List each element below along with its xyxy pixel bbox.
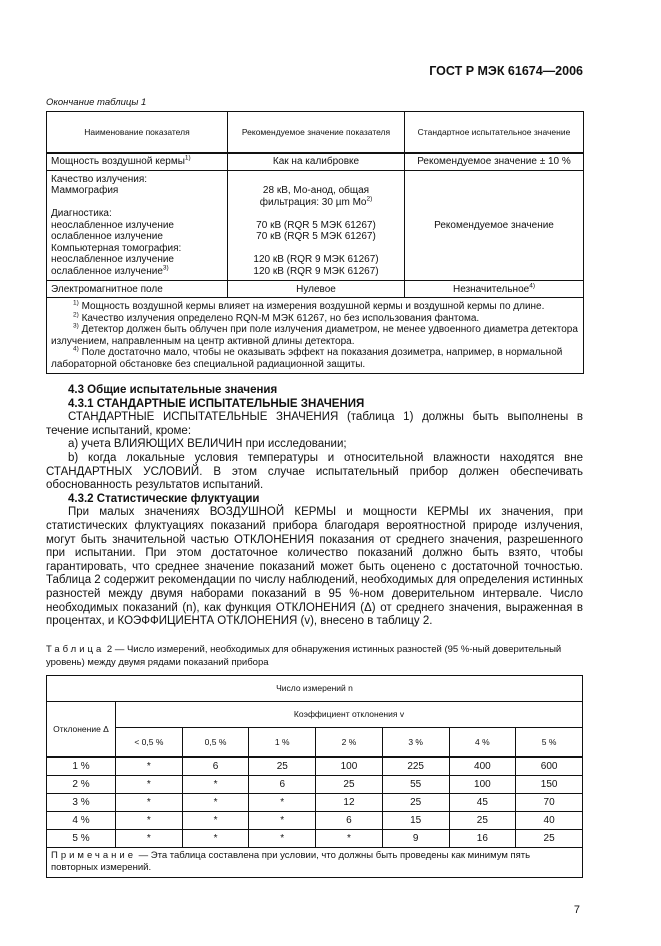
paragraph: При малых значениях ВОЗДУШНОЙ КЕРМЫ и мощности КЕРМЫ их значения, при статистических флуктуациях показаний прибора благодаря вероятностной природе излучения, могут быть значительной частью ОТКЛОНЕНИЯ показания от среднего значения, разрешенного при испытании. При этом достаточное количество показаний должно быть взято, чтобы гарантировать, что среднее значение показаний может быть оценено с достаточной точностью. Таблица 2 содержит рекомендации по числу наблюдений, необходимых для определения истинных разностей между двумя наборами показаний в 95 %-ном доверительном интервале. Число необходимых показаний (n), как функция ОТКЛОНЕНИЯ (Δ) от среднего значения, выраженная в процентах, и КОЭФФИЦИЕНТА ОТКЛОНЕНИЯ (v), внесено в таблицу 2. <box>46 506 583 628</box>
table-2-caption: Таблица 2 — Число измерений, необходимых для обнаружения истинных разностей (95 %-ный доверительный уровень) между двумя рядами показаний прибора <box>46 643 562 668</box>
footnote: $^{2)}$ Качество излучения определено RQN-M МЭК 61267, но без использования фантома. <box>73 311 480 324</box>
table-1 <box>46 111 584 374</box>
cell: 6 <box>316 811 383 829</box>
footnote: $^{4)}$ Поле достаточно мало, чтобы не оказывать эффект на показания дозиметра, например, в нормальной лабораторной обстановке без специальной радиационной защиты. <box>51 345 563 370</box>
header-cell: Стандартное испытательное значение <box>405 112 584 154</box>
note-row <box>47 847 583 877</box>
cell: * <box>249 811 316 829</box>
table-continuation-label: Окончание таблицы 1 <box>46 97 147 108</box>
table-header-row <box>47 675 583 701</box>
body-text <box>46 384 583 629</box>
table-row <box>47 829 583 847</box>
cell: 5 % <box>47 829 116 847</box>
header-cell: Отклонение Δ <box>47 701 116 757</box>
cell: Электромагнитное поле <box>47 281 228 298</box>
cell: * <box>116 757 183 776</box>
header-cell: < 0,5 % <box>116 727 183 757</box>
cell: 9 <box>382 829 449 847</box>
cell: * <box>182 811 249 829</box>
cell: 45 <box>449 793 516 811</box>
footnote: $^{1)}$ Мощность воздушной кермы влияет на измерения воздушной кермы и воздушной кермы по длине. <box>73 299 545 312</box>
cell: * <box>182 775 249 793</box>
cell: * <box>182 829 249 847</box>
header-cell: Рекомендуемое значение показателя <box>228 112 405 154</box>
table-header-row <box>47 701 583 727</box>
cell: Нулевое <box>228 281 405 298</box>
cell: 40 <box>516 811 583 829</box>
cell: Мощность воздушной кермы$^{1)}$ <box>47 153 228 170</box>
table-row <box>47 793 583 811</box>
cell: * <box>249 829 316 847</box>
table-row <box>47 775 583 793</box>
cell: 25 <box>316 775 383 793</box>
footnote: $^{3)}$ Детектор должен быть облучен при поле излучения диаметром, не менее удвоенного диаметра детектора излучением, направленным на центр активной длины детектора. <box>51 322 578 347</box>
cell: Качество излучения: Маммография Диагностика: неослабленное излучение ослабленное излучение Компьютерная томография: неослабленное излучение ослабленное излучение$^{3)}$ <box>47 170 228 281</box>
header-cell: 4 % <box>449 727 516 757</box>
cell: * <box>116 811 183 829</box>
cell: 400 <box>449 757 516 776</box>
header-cell: 0,5 % <box>182 727 249 757</box>
cell: 6 <box>182 757 249 776</box>
cell: 55 <box>382 775 449 793</box>
cell: * <box>116 793 183 811</box>
cell: 3 % <box>47 793 116 811</box>
cell: 25 <box>382 793 449 811</box>
header-cell: 5 % <box>516 727 583 757</box>
cell: 4 % <box>47 811 116 829</box>
header-cell: Число измерений n <box>47 675 583 701</box>
footnotes <box>47 298 584 374</box>
cell: * <box>316 829 383 847</box>
cell: 600 <box>516 757 583 776</box>
cell: * <box>116 829 183 847</box>
document-id: ГОСТ Р МЭК 61674—2006 <box>429 64 583 78</box>
table-row <box>47 811 583 829</box>
section-heading: 4.3.1 СТАНДАРТНЫЕ ИСПЫТАТЕЛЬНЫЕ ЗНАЧЕНИЯ <box>68 397 365 410</box>
cell: Незначительное$^{4)}$ <box>405 281 584 298</box>
cell: Как на калибровке <box>228 153 405 170</box>
cell: 100 <box>449 775 516 793</box>
cell: 16 <box>449 829 516 847</box>
table-row <box>47 170 584 281</box>
cell: 1 % <box>47 757 116 776</box>
cell: * <box>249 793 316 811</box>
cell: Рекомендуемое значение <box>405 170 584 281</box>
table-note: Примечание — Эта таблица составлена при условии, что должны быть проведены как минимум пять повторных измерений. <box>47 847 583 877</box>
page-number: 7 <box>573 903 580 916</box>
cell: * <box>116 775 183 793</box>
cell: 25 <box>449 811 516 829</box>
list-item: b) когда локальные условия температуры и относительной влажности находятся вне СТАНДАРТНЫХ УСЛОВИЙ. В этом случае испытательный прибор должен обеспечивать обоснованность результатов испытаний. <box>46 451 583 492</box>
list-item: a) учета ВЛИЯЮЩИХ ВЕЛИЧИН при исследовании; <box>68 438 347 451</box>
cell: 25 <box>516 829 583 847</box>
page-content <box>46 0 583 946</box>
cell: * <box>182 793 249 811</box>
table-header-row <box>47 112 584 154</box>
table-row <box>47 153 584 170</box>
cell: 12 <box>316 793 383 811</box>
header-cell: 1 % <box>249 727 316 757</box>
cell: 15 <box>382 811 449 829</box>
cell: 225 <box>382 757 449 776</box>
footnotes-row <box>47 298 584 374</box>
table-row <box>47 757 583 776</box>
cell: Рекомендуемое значение ± 10 % <box>405 153 584 170</box>
header-cell: Коэффициент отклонения v <box>116 701 583 727</box>
table-header-row <box>47 727 583 757</box>
header-cell: 2 % <box>316 727 383 757</box>
cell: 28 кВ, Мо-анод, общая фильтрация: 30 µm Mo$^{2)}$ 70 кВ (RQR 5 МЭК 61267) 70 кВ (RQR 5 МЭК 61267) 120 кВ (RQR 9 МЭК 61267) 120 кВ (RQR 9 МЭК 61267) <box>228 170 405 281</box>
cell: 2 % <box>47 775 116 793</box>
cell: 6 <box>249 775 316 793</box>
table-2 <box>46 675 583 878</box>
table-row <box>47 281 584 298</box>
cell: 70 <box>516 793 583 811</box>
paragraph: СТАНДАРТНЫЕ ИСПЫТАТЕЛЬНЫЕ ЗНАЧЕНИЯ (таблица 1) должны быть выполнены в течение испытаний, кроме: <box>46 411 583 437</box>
section-heading: 4.3.2 Статистические флуктуации <box>68 492 260 505</box>
cell: 150 <box>516 775 583 793</box>
header-cell: 3 % <box>382 727 449 757</box>
cell: 25 <box>249 757 316 776</box>
header-cell: Наименование показателя <box>47 112 228 154</box>
section-heading: 4.3 Общие испытательные значения <box>68 384 278 396</box>
cell: 100 <box>316 757 383 776</box>
